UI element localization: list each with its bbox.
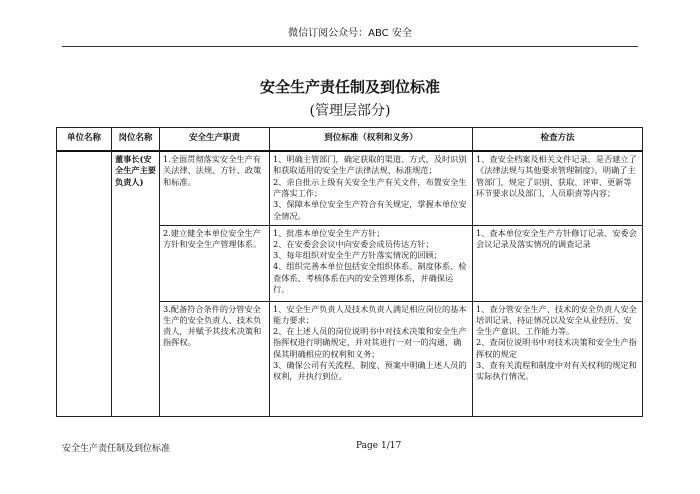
standard-line: 2、亲自批示上级有关安全生产有关文件，布置安全生产落实工作； [273,176,467,198]
footer-title: 安全生产责任制及到位标准 [62,444,171,454]
document-subtitle: (管理层部分) [309,103,391,119]
document-title: 安全生产责任制及到位标准 [259,78,440,96]
standard-line: 1、安全生产负责人及技术负责人满足相应岗位的基本能力要求； [273,303,467,325]
role-cell: 董事长(安全生产主要负责人) [112,151,160,417]
duty-cell: 2.建立健全本单位安全生产方针和安全生产管理体系。 [160,225,270,301]
standard-cell [270,301,473,417]
responsibility-table [56,127,643,417]
check-line: 2、查岗位说明书中对技术决策和安全生产指挥权的规定 [476,337,637,359]
duty-cell: 3.配备符合条件的分管安全生产的安全负责人、技术负责人，并赋予其技术决策和指挥权。 [160,301,270,417]
standard-cell [270,151,473,225]
standard-line: 4、组织完善本单位包括安全组织体系、制度体系、检查体系、考核体系在内的安全管理体系，并确保运行。 [273,261,467,295]
header-text: 微信订阅公众号：ABC 安全 [288,28,412,39]
column-header-check: 检查方法 [473,128,643,152]
standard-line: 2、在安委会会议中向安委会成员传达方针； [273,238,434,249]
standard-line: 3、每年组织对安全生产方针落实情况的回顾； [273,250,442,261]
check-line: 1、查安全档案及相关文件记录，是否建立了《法律法规与其他要求管理制度》，明确了主管部门，规定了识别、获取、评审、更新等环节要求以及部门、人员职责等内容； [476,154,637,198]
standard-line: 3、确保公司有关流程、制度、预案中明确上述人员的权利，并执行到位。 [273,360,467,382]
standard-line: 2、在上述人员的岗位说明书中对技术决策和安全生产指挥权进行明确规定，并对其进行一对一的沟通，确保其明确相应的权利和义务； [273,326,467,359]
page-header [62,24,638,47]
check-cell [473,301,643,417]
column-header-duty: 安全生产职责 [160,128,270,152]
column-header-standard: 到位标准（权利和义务） [270,128,473,152]
table-header-row [57,128,643,152]
column-header-unit: 单位名称 [57,128,112,152]
unit-cell [57,151,112,417]
standard-line: 1、明确主管部门，确定获取的渠道、方式，及时识别和获取适用的安全生产法律法规、标准规范； [273,154,467,176]
column-header-position: 岗位名称 [112,128,160,152]
standard-line: 1、批准本单位安全生产方针； [273,227,385,238]
page-footer [62,441,638,455]
check-line: 1、查分管安全生产、技术的安全负责人安全培训记录、持证情况以及安全从业经历、安全生产意识、工作能力等。 [476,303,637,337]
standard-cell [270,225,473,301]
check-cell [473,225,643,301]
check-line: 3、查有关流程和制度中对有关权利的规定和实际执行情况。 [476,360,637,382]
check-cell [473,151,643,225]
check-line: 1、查本单位安全生产方针修订记录、安委会会议记录及落实情况的调查记录 [476,227,637,249]
standard-line: 3、保障本单位安全生产符合有关规定，掌握本单位安全情况。 [273,199,467,221]
table-row [57,151,643,225]
duty-cell: 1.全面贯彻落实安全生产有关法律、法规、方针、政策和标准。 [160,151,270,225]
page-number: Page 1/17 [356,441,402,451]
